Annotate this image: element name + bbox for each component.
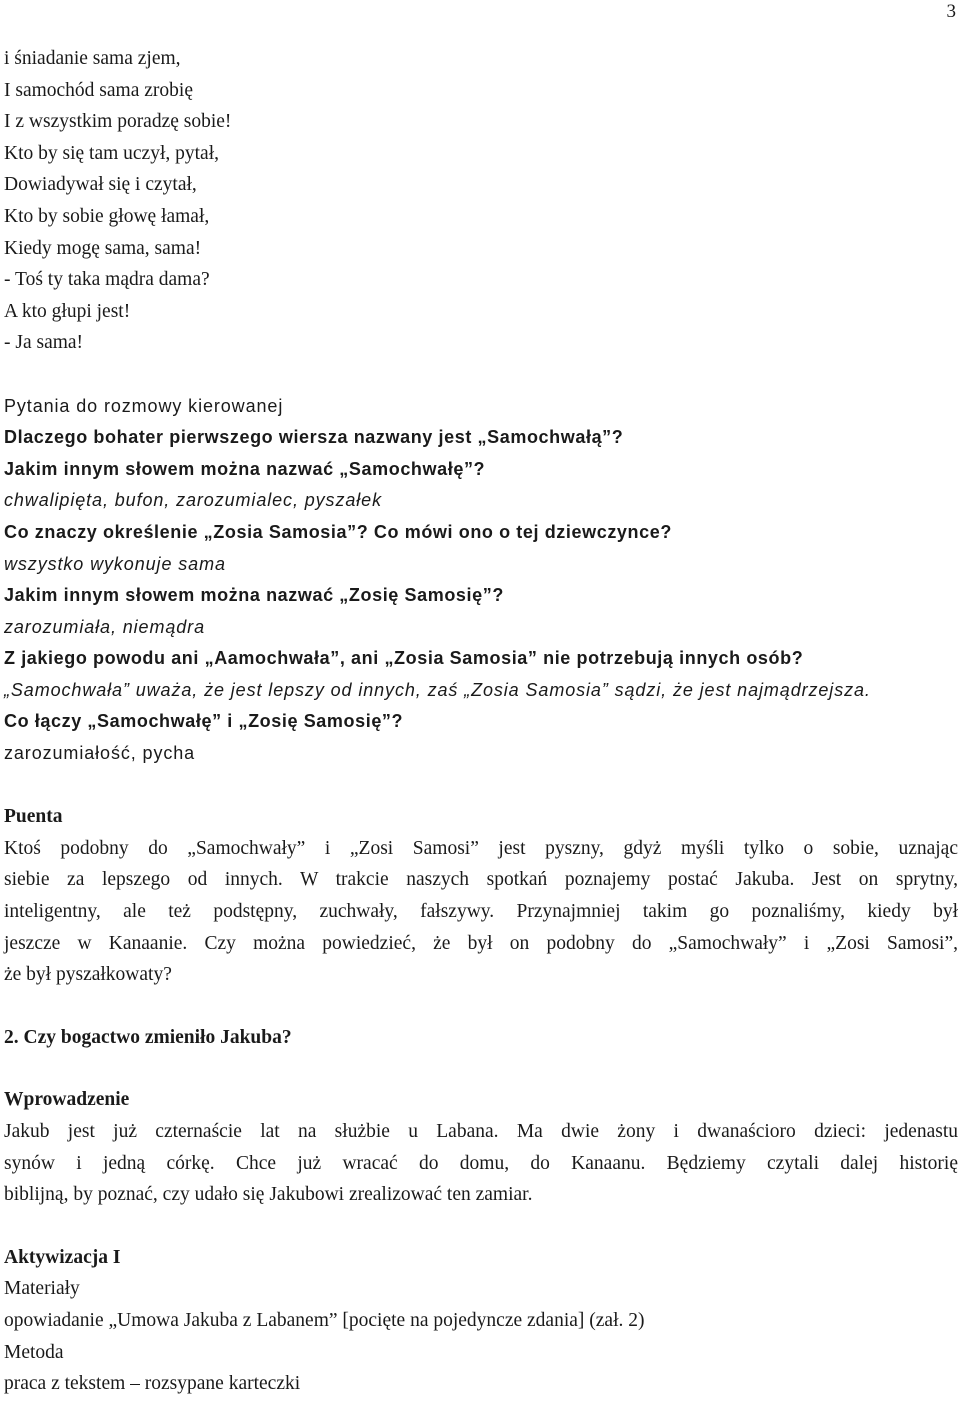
poem [4, 43, 958, 359]
question: Co łączy „Samochwałę” i „Zosię Samosię”? [4, 711, 404, 732]
poem-line: I samochód sama zrobię [4, 79, 193, 101]
paragraph-line: synów i jedną córkę. Chce już wracać do domu, do Kanaanu. Będziemy czytali dalej historię [4, 1152, 958, 1174]
poem-line: - Ja sama! [4, 332, 84, 354]
answer: zarozumiałość, pycha [4, 743, 196, 764]
answer: zarozumiała, niemądra [4, 616, 205, 637]
materials-text: opowiadanie „Umowa Jakuba z Labanem” [pocięte na pojedyncze zdania] (zał. 2) [4, 1309, 645, 1331]
paragraph-line: siebie za lepszego od innych. W trakcie naszych spotkań poznajemy postać Jakuba. Jest on sprytny, [4, 869, 958, 891]
paragraph-line: Jakub jest już czternaście lat na służbie u Labana. Ma dwie żony i dwanaścioro dzieci: jedenastu [4, 1121, 958, 1142]
section-heading: Aktywizacja I [4, 1246, 121, 1268]
poem-line: I z wszystkim poradzę sobie! [4, 111, 232, 133]
method-text: praca z tekstem – rozsypane karteczki [4, 1373, 301, 1395]
poem-line: - Toś ty taka mądra dama? [4, 269, 210, 291]
aktywizacja-section [4, 1242, 958, 1400]
section-heading: Wprowadzenie [4, 1089, 130, 1111]
question: Co znaczy określenie „Zosia Samosia”? Co mówi ono o tej dziewczynce? [4, 521, 672, 542]
poem-line: A kto głupi jest! [4, 300, 131, 322]
conversation-heading: Pytania do rozmowy kierowanej [4, 395, 284, 416]
paragraph-line: biblijną, by poznać, czy udało się Jakubowi zrealizować ten zamiar. [4, 1184, 533, 1206]
paragraph-line: Ktoś podobny do „Samochwały” i „Zosi Samosi” jest pyszny, gdyż myśli tylko o sobie, uznając [4, 837, 958, 859]
answer: „Samochwała” uważa, że jest lepszy od innych, zaś „Zosia Samosia” sądzi, że jest najmądrzejsza. [4, 679, 871, 700]
document-body [4, 43, 958, 1400]
poem-line: Kto by się tam uczył, pytał, [4, 142, 219, 164]
poem-line: Kiedy mogę sama, sama! [4, 237, 202, 259]
page-number: 3 [946, 1, 956, 22]
question: Z jakiego powodu ani „Aamochwała”, ani „Zosia Samosia” nie potrzebują innych osób? [4, 648, 804, 669]
question: Jakim innym słowem można nazwać „Zosię Samosię”? [4, 585, 504, 606]
conversation-questions [4, 391, 958, 770]
poem-line: Kto by sobie głowę łamał, [4, 205, 210, 227]
answer: chwalipięta, bufon, zarozumialec, pyszałek [4, 490, 382, 511]
poem-line: Dowiadywał się i czytał, [4, 174, 197, 196]
paragraph-line: jeszcze w Kanaanie. Czy można powiedzieć, że był on podobny do „Samochwały” i „Zosi Samosi”, [4, 932, 958, 954]
puenta-section [4, 801, 958, 991]
method-label: Metoda [4, 1341, 64, 1363]
section-heading: Puenta [4, 806, 63, 828]
paragraph-line: inteligentny, ale też podstępny, zuchwały, fałszywy. Przynajmniej takim go poznaliśmy, kiedy był [4, 901, 958, 923]
poem-line: i śniadanie sama zjem, [4, 48, 181, 69]
materials-label: Materiały [4, 1278, 80, 1300]
answer: wszystko wykonuje sama [4, 553, 226, 574]
question: Dlaczego bohater pierwszego wiersza nazwany jest „Samochwałą”? [4, 427, 624, 448]
section-title: 2. Czy bogactwo zmieniło Jakuba? [4, 1026, 292, 1048]
paragraph-line: że był pyszałkowaty? [4, 964, 172, 986]
wprowadzenie-section [4, 1084, 958, 1210]
question: Jakim innym słowem można nazwać „Samochwałę”? [4, 458, 486, 479]
